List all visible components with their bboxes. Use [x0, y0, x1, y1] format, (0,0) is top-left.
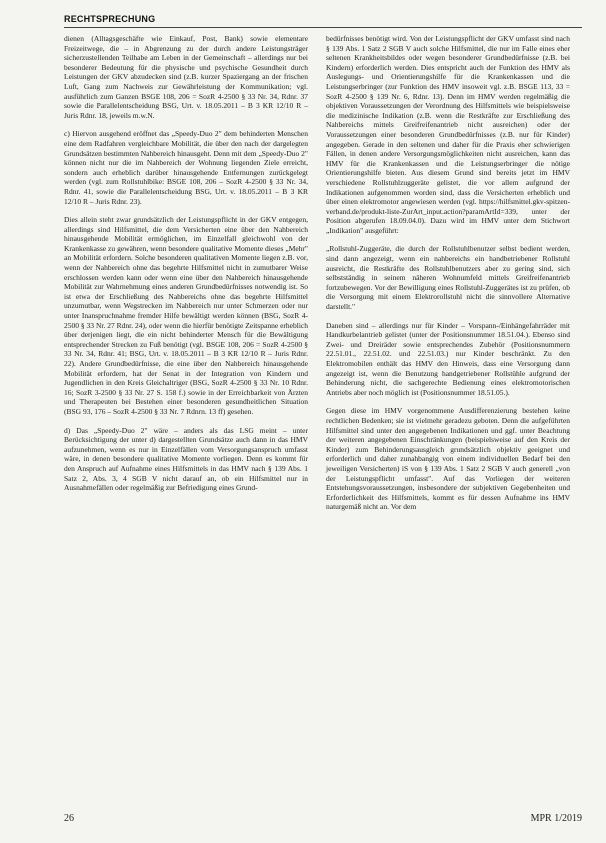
- journal-issue: MPR 1/2019: [530, 813, 582, 824]
- paragraph: „Rollstuhl-Zuggeräte, die durch der Rollstuhlbenutzer selbst bedient werden, sind dann angezeigt, wenn ein nahbereichs ein handbetriebener Rollstuhl ausreicht, die Restkräfte des Rollstuhlbenutzers aber zu gering sind, sich selbstständig in seinem näheren Wohnumfeld mittels Greifreifenantrieb fortzubewegen. Vor der Bewilligung eines Rollstuhl-Zuggerätes ist zu prüfen, ob die Versorgung mit einem Elektrorollstuhl nicht die sinnvollere Alternative darstellt.": [326, 244, 570, 312]
- header-divider: [64, 27, 582, 28]
- paragraph: Dies allein steht zwar grundsätzlich der Leistungspflicht in der GKV entgegen, allerdings sind Hilfsmittel, die dem Versicherten eine über den Nahbereich hinausgehende Mobilität ermöglichen, im Einzelfall gleichwohl von der Krankenkasse zu gewähren, wenn besondere qualitative Momente dieses „Mehr" an Mobilität erfordern. Solche besonderen qualitativen Momente liegen z.B. vor, wenn der Nahbereich ohne das begehrte Hilfsmittel nicht in zumutbarer Weise erschlossen werden kann oder wenn eine über den Nahbereich hinausgehende Mobilität zur Wahrnehmung eines anderen Grundbedürfnisses notwendig ist. So ist etwa der Erschließung des Nahbereichs ohne das begehrte Hilfsmittel unzumutbar, wenn Wegstrecken im Nahbereich nur unter Schmerzen oder nur unter Inanspruchnahme fremder Hilfe bewältigt werden können (BSG, SozR 4-2500 § 33 Nr. 27 Rdnr. 24), oder wenn die hierfür benötigte Zeitspanne erheblich über derjenigen liegt, die ein nicht behinderter Mensch für die Bewältigung entsprechender Strecken zu Fuß benötigt (vgl. BSGE 108, 206 = SozR 4-2500 § 33 Nr. 34, Rdnr. 41; BSG, Urt. v. 18.05.2011 – B 3 KR 12/10 R – Juris Rdnr. 22). Andere Grundbedürfnisse, die eine über den Nahbereich hinausgehende Mobilität erfordern, hat der Senat in der Integration von Kindern und Jugendlichen in den Kreis Gleichaltriger (BSG, SozR 4-2500 § 33 Nr. 10 Rdnr. 16; SozR 3-2500 § 33 Nr. 27 S. 158 f.) sowie in der Erreichbarkeit von Ärzten und Therapeuten bei Bestehen einer besonderen gesundheitlichen Situation (BSG 93, 176 – SozR 4-2500 § 33 Nr. 7 Rdnrn. 13 ff) gesehen.: [64, 215, 308, 416]
- left-column: [64, 34, 308, 502]
- right-column: [326, 34, 570, 521]
- page-number: 26: [64, 813, 74, 824]
- paragraph: Gegen diese im HMV vorgenommene Ausdifferenzierung bestehen keine rechtlichen Bedenken; sie ist vielmehr geradezu geboten. Denn die aufgeführten Hilfsmittel sind unter den angegebenen Indikationen und ggf. unter Beachtung der weiteren angegebenen Einschränkungen (beispielsweise auf den Kreis der Kinder) zum Behinderungsausgleich grundsätzlich objektiv geeignet und erforderlich und daher zunahbangig von einem individuellen Bedarf bei den jeweiligen Versicherten) iS von § 139 Abs. 1 Satz 2 SGB V auch generell „von der Leistungspflicht umfasst". Auf das Vorliegen der weiteren Entstehungsvoraussetzungen, insbesondere der subjektiven Gegebenheiten und Erforderlichkeit des Hilfsmittels, kommt es für dessen Aufnahme ins HMV naturgemäß nicht an. Vor dem: [326, 406, 570, 512]
- section-header: RECHTSPRECHUNG: [64, 14, 156, 24]
- paragraph: bedürfnisses benötigt wird. Von der Leistungspflicht der GKV umfasst sind nach § 139 Abs. 1 Satz 2 SGB V auch solche Hilfsmittel, die nur im Falle eines eher seltenen Krankheitsbildes oder wegen besonderer Grundbedürfnisse (z.B. bei Kindern) erforderlich werden. Dies entspricht auch der Funktion des HMV als Auslegungs- und Orientierungshilfe für die Krankenkassen und die Leistungserbringer (zur Funktion des HMV insoweit vgl. z.B. BSGE 113, 33 = SozR 4-2500 § 139 Nr. 6, Rdnr. 13). Denn im HMV werden regelmäßig die objektiven Voraussetzungen der Verordnung des Hilfsmittels wie beispielsweise die medizinische Indikation (z.B. wenn die Restkräfte zur Erschließung des Nahbereichs mittels Greifreifenantrieb nicht ausreichen) oder der Voraussetzungen einer besonderen Grundbedürfnisses (z.B. nur für Kinder) angegeben. Gerade in den seltenen und daher für die Praxis eher schwierigen Fällen, in denen andere Versorgungsmöglichkeiten nicht ausreichen, kann das HMV für die Krankenkassen und die Leistungserbringer die nötige Orientierungshilfe bieten. Aus diesem Grund sind bereits jetzt im HMV verschiedene Rollstuhlzuggeräte gelistet, die vor allem aufgrund der Indikationen aufgenommen worden sind, dass die Versicherten erheblich und über einen elektromotor angewiesen werden (vgl. https://hilfsmittel.gkv-spitzen-verband.de/produkt-liste-ZurArt_input.action?paramArtId=339, unter der Position abgerufen 18.09.04.0). Dazu wird im HMV unter dem Stichwort „Indikation" ausgeführt:: [326, 34, 570, 235]
- paragraph: c) Hiervon ausgehend eröffnet das „Speedy-Duo 2" dem behinderten Menschen eine dem Radfahren vergleichbare Mobilität, die über den nach der dargelegten Grundsätzen bestimmten Nahbereich hinausgeht. Denn mit dem „Speedy-Duo 2" können nicht nur die im Nahbereich der Wohnung liegenden Ziele erreicht, sondern auch erheblich darüber hinausgehende Entfernungen zurückgelegt werden (vgl. zum Rollstuhlbike: BSGE 108, 206 – SozR 4-2500 § 33 Nr. 34, Rdnr. 41, sowie die Parallelentscheidung BSG, Urt. v. 18.05.2011 – B 3 KR 12/10 R – Juris Rdnr. 23).: [64, 129, 308, 206]
- paragraph: Daneben sind – allerdings nur für Kinder – Vorspann-/Einhängefahrräder mit Handkurbelantrieb gelistet (unter der Positionsnummer 18.51.04.). Ebenso sind Zwei- und Dreiräder sowie entsprechendes Zubehör (Positionsnummern 22.51.01., 22.51.02. und 22.51.03.) nur Kinder beschränkt. Zu den Elektromobilen enthält das HMV den Hinweis, dass eine Versorgung dann angezeigt ist, wenn die Benutzung handgetriebener Rollstühle aufgrund der Behinderung nicht, die sachgerechte Bedienung eines elektromotorischen Antriebs aber noch möglich ist (Positionsnummer 18.51.05.).: [326, 320, 570, 397]
- paragraph: d) Das „Speedy-Duo 2" wäre – anders als das LSG meint – unter Berücksichtigung der unter d) dargestellten Grundsätze auch dann in das HMV aufzunehmen, wenn es nur in Einzelfällen vom Versorgungsanspruch umfasst wäre, in denen besondere qualitative Momente vorliegen. Denn es kommt für den Anspruch auf Aufnahme eines Hilfsmittels in das HMV nach § 139 Abs. 1 Satz 2, Abs. 3, 4 SGB V nicht darauf an, ob ein Hilfsmittel nur in Ausnahmefällen oder regelmäßig zur Befriedigung eines Grund-: [64, 425, 308, 493]
- paragraph: dienen (Alltagsgeschäfte wie Einkauf, Post, Bank) sowie elementare Freizeitwege, die – in Abgrenzung zu der durch andere Leistungsträger sicherzustellenden Teilhabe am Leben in der Gemeinschaft – allerdings nur bei besonderer Bedeutung für die physische und psychische Gesundheit durch Leistungen der GKV abzudecken sind (z.B. kurzer Spaziergang an der frischen Luft, Gang zum Nachweis zur Gewährleistung der Kommunikation; vgl. ausführlich zum Ganzen BSGE 108, 206 = SozR 4-2500 § 33 Nr. 34, Rdnr. 37 sowie die Parallelentscheidung BSG, Urt. v. 18.05.2011 – B 3 KR 12/10 R – Juris Rdnr. 18, jeweils m.w.N.: [64, 34, 308, 120]
